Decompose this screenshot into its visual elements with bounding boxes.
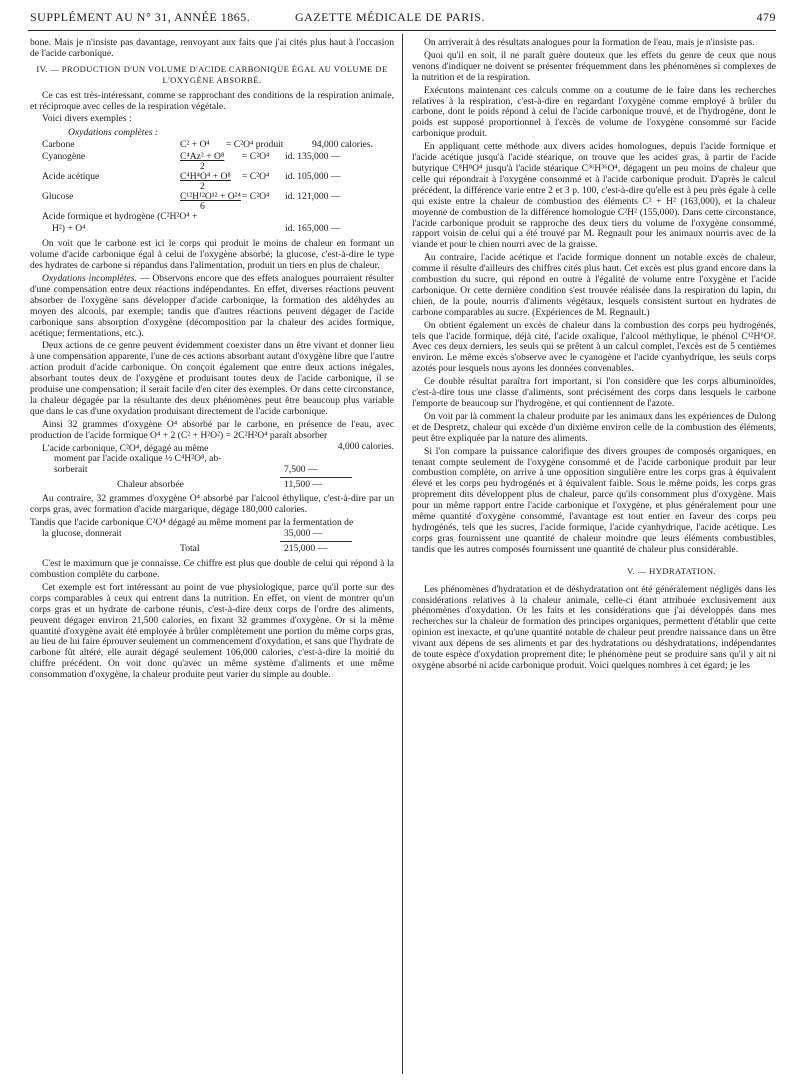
- calc-value: 11,500 —: [284, 479, 323, 491]
- equation-product: = C²O⁴: [242, 151, 270, 163]
- journal-title: GAZETTE MÉDICALE DE PARIS.: [295, 10, 485, 24]
- equation-denominator: 2: [200, 161, 205, 173]
- equation-value: id. 105,000 —: [285, 171, 341, 183]
- calc-label: Chaleur absorbée: [117, 479, 184, 491]
- calc-block: [30, 518, 394, 555]
- paragraph: Ce double résultat paraîtra fort important, si l'on considère que les corps albuminoïdes, c'est-à-dire tous une classe d'aliments, sont précisément des corps dans lesquels le carbone l'emporte de beaucoup sur l'hydrogène, et qui contiennent de l'azote.: [412, 376, 776, 409]
- paragraph: C'est le maximum que je connaisse. Ce chiffre est plus que double de celui qui répond à la combustion complète du carbone.: [30, 558, 394, 580]
- paragraph: On voit que le carbone est ici le corps qui produit le moins de chaleur en formant un volume d'acide carbonique égal à celui de l'oxygène absorbé; la glucose, c'est-à-dire le type des hydrates de carbone si répandus dans l'alimentation, produit un tiers en plus de chaleur.: [30, 238, 394, 272]
- calc-row: [30, 544, 394, 555]
- equation-reaction: C² + O⁴: [180, 139, 210, 151]
- calc-row: [42, 480, 394, 491]
- equation-row: [30, 224, 394, 236]
- paragraph-text: Au contraire, 32 grammes d'oxygène O⁴ absorbé par l'alcool éthylique, c'est-à-dire par un corps gras, avec formation d'acide margarique, dégage: [30, 493, 394, 516]
- paragraph: Quoi qu'il en soit, il ne paraît guère douteux que les effets du genre de ceux que nous venons d'indiquer ne doivent se présenter fréquemment dans les phénomènes si complexes de la nutrition et de la respiration.: [412, 49, 776, 83]
- equation-name: Acide formique et hydrogène (C²H²O⁴ +: [42, 211, 198, 223]
- paragraph: Si l'on compare la puissance calorifique des divers groupes de composés organiques, en tenant compte seulement de l'oxygène consommé et de l'acide carbonique produit par leur combustion complète, on arrive à une opposition singulière entre les corps gras à équivalent élevé et les corps peu hydrogénés et à équivalent faible. Sous le même poids, les corps gras proprement dits développent plus de chaleur, parce qu'ils consomment plus d'oxygène. Mais pour un même rapport entre l'acide carbonique et l'oxygène, et plus généralement pour une même quantité d'oxygène consommé, l'avantage est tout entier en faveur des corps peu hydrogénés, tels que les sucres, l'acide formique, l'acide cyanhydrique, l'acide acétique. Les corps gras fournissent une quantité de chaleur moindre que leurs éléments combustibles, tandis que les autres composés fournissent une quantité de chaleur plus considérable.: [412, 445, 776, 555]
- equation-name: Glucose: [42, 191, 74, 203]
- page-number: 479: [756, 10, 776, 24]
- calc-label: la glucose, donnerait: [42, 528, 122, 540]
- equation-reaction: H²) + O⁴: [52, 223, 86, 235]
- equation-row: [30, 172, 394, 192]
- paragraph: Cet exemple est fort intéressant au point de vue physiologique, parce qu'il porte sur des corps comparables à ceux qui entrent dans la nutrition. En effet, on vient de montrer qu'un corps gras et un hydrate de carbone réunis, c'est-à-dire deux corps de l'ordre des aliments, peuvent dégager environ 21,500 calories, en fixant 32 grammes d'oxygène. Or si la même quantité d'oxygène avait été employée à brûler complètement une portion du même corps gras, au lieu de lui faire éprouver seulement un commencement d'oxydation, et sans que l'hydrate de carbone fût altéré, elle aurait dégagé seulement 106,000 calories, c'est-à-dire la moitié du chiffre précédent. On voit donc qu'avec un même système d'aliments et une même consommation d'oxygène, la chaleur produite peut varier du simple au double.: [30, 581, 394, 681]
- header-rule: [28, 30, 776, 31]
- equation-name: Carbone: [42, 139, 75, 151]
- calc-line: L'acide carbonique, C²O⁴, dégagé au même: [42, 442, 209, 454]
- left-column: [30, 38, 394, 1078]
- paragraph: On voit par là comment la chaleur produite par les animaux dans les expériences de Dulong et de Despretz, chaleur qui excède d'un dixième environ celle de la combustion des éléments, peut être expliquée par la nature des aliments.: [412, 410, 776, 444]
- paragraph: Ce cas est très-intéressant, comme se rapprochant des conditions de la respiration animale, et réciproque avec celles de la respiration végétale.: [30, 89, 394, 112]
- paragraph: En appliquant cette méthode aux divers acides homologues, depuis l'acide formique et l'acide acétique jusqu'à l'acide stéarique, on trouve que les acides gras, à partir de l'acide butyrique C⁸H⁸O⁴ jusqu'à l'acide stéarique C³⁶H³⁶O⁴, dégagent un peu moins de chaleur que celle qui répondrait à l'oxygène consommé et à l'acide carbonique produit. D'après le calcul précédent, la différence varie entre 2 et 3 p. 100, c'est-à-dire qu'elle est à peu près égale à celle qui existe entre la chaleur de combustion des éléments C² + H² (163,000), et la chaleur moyenne de combustion de la différence homologue C²H² (155,000). Dans cette circonstance, l'acide carbonique produit se rapproche des deux tiers du volume de l'oxygène consommé, rapport voisin de celui qui a été trouvé par M. Regnault pour les animaux nourris avec de la viande et pour le chien nourri avec de la graisse.: [412, 141, 776, 251]
- italic-lead: Oxydations incomplètes.: [42, 272, 137, 284]
- equation-product: = C²O⁴: [242, 171, 270, 183]
- equation-name: Cyanogène: [42, 151, 86, 163]
- paragraph: Les phénomènes d'hydratation et de déshydratation ont été généralement négligés dans les considérations relatives à la chaleur animale, celle-ci étant attribuée exclusivement aux phénomènes d'oxydation. Or les faits et les considérations que j'ai développés dans mes recherches sur la chaleur de formation des principes organiques, permettent d'établir que cette opinion est inexacte, et qu'une quantité notable de chaleur peut prendre naissance dans un être vivant aux dépens de ses aliments et par des hydratations ou déshydratations, indépendantes de toute espèce d'oxydation proprement dite; le phénomène peut se produire sans qu'il y ait ni oxygène absorbé ni acide carbonique produit. Voici quelques nombres à cet égard; je les: [412, 583, 776, 671]
- paragraph: [30, 274, 394, 339]
- equation-row: [30, 152, 394, 172]
- calc-line: moment par l'acide oxalique ½ C⁴H²O⁸, ab-: [54, 453, 222, 465]
- paragraph: bone. Mais je n'insiste pas davantage, renvoyant aux faits que j'ai cités plus haut à l'occasion de l'acide carbonique.: [30, 38, 394, 59]
- equation-value: id. 135,000 —: [285, 151, 341, 163]
- paragraph-text: Ainsi 32 grammes d'oxygène O⁴ absorbé par le carbone, en présence de l'eau, avec production de l'acide formique O⁴ + 2 (C² + H²O²) = 2C²H²O⁴ paraît absorber: [30, 418, 394, 441]
- equation-value: id. 121,000 —: [285, 191, 341, 203]
- section-title: V. — HYDRATATION.: [626, 565, 716, 576]
- paragraph: Deux actions de ce genre peuvent évidemment coexister dans un être vivant et donner lieu à une compensation apparente, l'une de ces actions absorbant autant d'oxygène libre que l'autre action produit d'acide carbonique. On conçoit également que entre deux actions inégales, absorbant toutes deux de l'oxygène et produisant toutes deux de l'acide carbonique, il se produise une compensation; il serait facile d'en citer des exemples. Or dans cette circonstance, la chaleur dégagée par la résultante des deux phénomènes peut être beaucoup plus variable que dans le cas d'une oxydation produisant directement de l'acide carbonique.: [30, 340, 394, 417]
- equation-value: 94,000 calories.: [312, 139, 374, 151]
- equation-product: = C²O⁴ produit: [226, 139, 284, 151]
- equation-row: [30, 192, 394, 212]
- supplement-heading: SUPPLÉMENT AU N° 31, ANNÉE 1865.: [30, 10, 251, 24]
- equation-name: Acide acétique: [42, 171, 100, 183]
- column-divider: [402, 34, 403, 1074]
- paragraph: On arriverait à des résultats analogues pour la formation de l'eau, mais je n'insiste pas.: [424, 38, 755, 48]
- calc-value: 35,000 —: [284, 528, 323, 540]
- paragraph: On obtient également un excès de chaleur dans la combustion des corps peu hydrogénés, tels que l'acide formique, déjà cité, l'acide oxalique, l'alcool méthylique, le phénol C¹²H⁶O². Avec ces deux derniers, les seuls qui se prêtent à un calcul complet, l'excès est de 5 centièmes environ. Le même excès s'observe avec le cyanogène et l'acide cyanhydrique, les seuls corps azotés pour lesquels nous ayons les données convenables.: [412, 319, 776, 375]
- calc-row: [30, 529, 394, 540]
- total-value: 215,000 —: [284, 543, 328, 555]
- calc-value: 7,500 —: [284, 464, 318, 476]
- equation-reaction: C⁴Az² + O⁸: [180, 151, 225, 163]
- paragraph-text: — Observons encore que des effets analogues pourraient résulter d'une compensation entre deux réactions indépendantes. En effet, diverses réactions peuvent absorber de l'oxygène sans développer d'acide carbonique, la formation des aldéhydes au moyen des alcools, par exemple; tandis que d'autres réactions peuvent dégager de l'acide carbonique sans absorption d'oxygène (décomposition par la chaleur des acides formique, acétique; fermentations, etc.).: [30, 272, 394, 339]
- subsection-title: Oxydations complètes :: [68, 127, 159, 139]
- calc-label: sorberait: [54, 464, 88, 476]
- paragraph: Au contraire, l'acide acétique et l'acide formique donnent un notable excès de chaleur, comme il résulte d'ailleurs des chiffres cités plus haut. Cet excès est plus grand encore dans la combustion du sucre, qui répond en outre à l'égalité de volume entre l'oxygène et l'acide carbonique. Or cette dernière condition s'est trouvée réalisée dans la respiration du lapin, du chien, de la poule, nourris d'aliments végétaux, lesquels consistent surtout en hydrates de carbone comparables au sucre. (Expériences de M. Regnault.): [412, 252, 776, 318]
- paragraph: Voici divers exemples :: [42, 113, 132, 125]
- paragraph: Exécutons maintenant ces calculs comme on a coutume de le faire dans les recherches relatives à la respiration, c'est-à-dire en regardant l'oxygène comme employé à brûler du carbone, dont le poids répond à celui de l'acide carbonique trouvé, et de l'hydrogène, dont le poids est supposé proportionnel à l'excès de volume de l'oxygène consommé sur l'acide carbonique produit.: [412, 84, 776, 140]
- running-head: [30, 10, 776, 30]
- equation-product: = C²O⁴: [242, 191, 270, 203]
- equation-value: id. 165,000 —: [285, 223, 341, 235]
- calc-line: Tandis que l'acide carbonique C²O⁴ dégagé au même moment par la fermentation de: [30, 517, 354, 529]
- total-label: Total: [180, 543, 200, 555]
- equation-denominator: 2: [200, 181, 205, 193]
- right-column: [412, 38, 776, 1078]
- paragraph: [30, 494, 394, 516]
- section-title: IV. — PRODUCTION D'UN VOLUME D'ACIDE CARBONIQUE ÉGAL AU VOLUME DE L'OXYGÈNE ABSORBÉ.: [36, 63, 388, 85]
- equation-denominator: 6: [200, 201, 205, 213]
- calc-value: 180,000 calories.: [241, 504, 308, 516]
- equation-reaction: C¹²H¹²O¹² + O²⁴: [180, 191, 241, 203]
- equation-reaction: C⁴H⁴O⁴ + O⁸: [180, 171, 231, 183]
- calc-row: [42, 465, 394, 476]
- calc-value: 4,000 calories.: [337, 440, 394, 452]
